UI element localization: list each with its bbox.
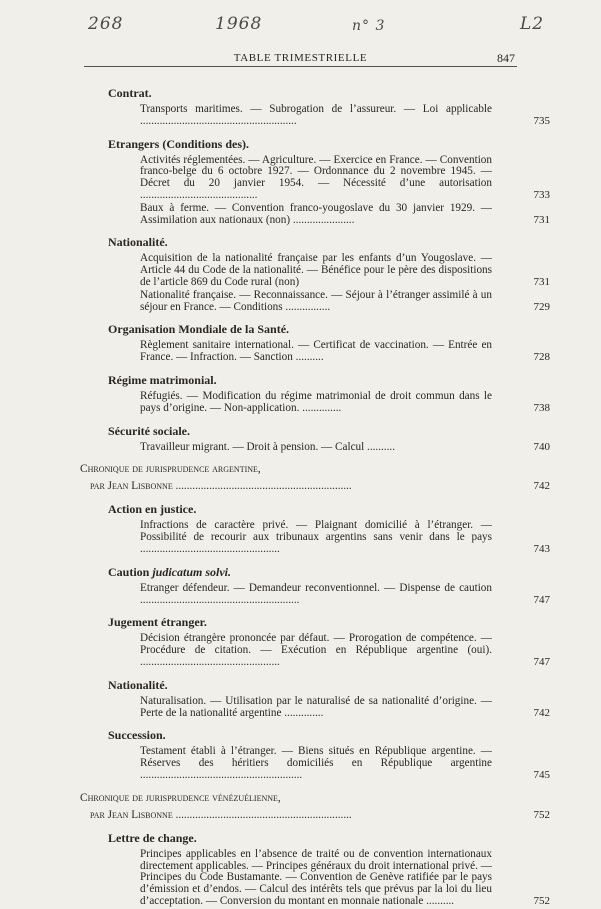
running-header-title: TABLE TRIMESTRIELLE <box>233 52 368 64</box>
entry-text: Acquisition de la nationalité française par les enfants d’un Yougoslave. — Article 44 du Code de la nationalité. — Bénéfice pour le père des dispositions de l’article 869 du Code rural (non) <box>140 252 492 288</box>
handwritten-note-268: 268 <box>88 14 124 34</box>
entry-page: 728 <box>533 351 550 364</box>
chronicle-author <box>90 808 550 822</box>
entry-text: Décision étrangère prononcée par défaut. — Prorogation de compétence. — Procédure de citation. — Exécution en République argentine (oui). .................................................. <box>140 632 492 668</box>
entry <box>140 694 550 720</box>
handwritten-note-year: 1968 <box>215 14 263 34</box>
handwritten-note-l2: L2 <box>520 14 545 34</box>
entry <box>140 440 550 454</box>
entry-text: Réfugiés. — Modification du régime matrimonial de droit commun dans le pays d’origine. — Non-application. .............. <box>140 389 492 414</box>
heading-part: Caution <box>108 564 153 579</box>
entry-text: Infractions de caractère privé. — Plaignant domicilié à l’étranger. — Possibilité de recourir aux tribunaux argentins sans venir dans le pays .................................................. <box>140 519 492 555</box>
entry-page: 733 <box>533 188 550 201</box>
entry <box>140 847 550 908</box>
section-heading: Succession. <box>108 728 166 743</box>
entry <box>140 153 550 202</box>
entry-text: Activités réglementées. — Agriculture. — Exercice en France. — Convention franco-belge du 6 octobre 1927. — Ordonnance du 2 novembre 1945. — Décret du 20 janvier 1954. — Nécessité d’une autorisation .......................................... <box>140 153 492 201</box>
section-heading: Régime matrimonial. <box>108 372 217 387</box>
entry-text: Naturalisation. — Utilisation par le naturalisé de sa nationalité d’origine. — Perte de la nationalité argentine .............. <box>140 694 492 719</box>
entry-text: Travailleur migrant. — Droit à pension. — Calcul .......... <box>140 440 395 453</box>
entry-page: 729 <box>533 300 550 313</box>
entry-text: Testament établi à l’étranger. — Biens situés en République argentine. — Réserves des héritiers domiciliés en République argentine .......................................................... <box>140 745 492 781</box>
entry <box>140 745 550 781</box>
entry <box>140 252 550 288</box>
section-heading: Lettre de change. <box>108 830 197 845</box>
section-heading: Sécurité sociale. <box>108 423 190 438</box>
entry-page: 745 <box>533 768 550 781</box>
entry-text: Etranger défendeur. — Demandeur reconventionnel. — Dispense de caution ......................................................... <box>140 581 492 606</box>
entry-page: 743 <box>533 542 550 555</box>
entry-text: Principes applicables en l’absence de traité ou de convention internationaux directement applicables. — Principes généraux du droit international privé. — Principes du Code Bustamante. — Convention de Genève ratifiée par le pays d’émission et d’endos. — Calcul des intérêts tels que prévus par la loi du lieu d’acceptation. — Conversion du montant en monnaie nationale .......... <box>140 847 492 907</box>
entry-page: 731 <box>533 275 550 288</box>
entry-page: 747 <box>533 655 550 668</box>
entry <box>140 103 550 128</box>
header-rule <box>84 66 517 67</box>
section-heading: Organisation Mondiale de la Santé. <box>108 322 290 337</box>
table-of-contents <box>80 86 550 909</box>
entry-page: 747 <box>533 593 550 606</box>
section-heading: Nationalité. <box>108 677 168 692</box>
entry <box>140 389 550 415</box>
entry-text: Transports maritimes. — Subrogation de l’assureur. — Loi applicable ........................................................ <box>140 103 492 127</box>
entry <box>140 632 550 668</box>
entry-page: 752 <box>533 894 550 907</box>
author-line: par Jean Lisbonne ............................................................... <box>90 480 352 493</box>
chronicle-page: 742 <box>533 480 550 493</box>
section-heading: Contrat. <box>108 86 152 100</box>
entry-page: 742 <box>533 706 550 719</box>
entry-text: Baux à ferme. — Convention franco-yougoslave du 30 janvier 1929. — Assimilation aux nationaux (non) ...................... <box>140 201 492 226</box>
section-heading: Etrangers (Conditions des). <box>108 136 250 151</box>
section-heading: Jugement étranger. <box>108 615 207 630</box>
entry-page: 735 <box>533 114 550 127</box>
author-line: par Jean Lisbonne ............................................................... <box>90 808 352 821</box>
entry <box>140 288 550 314</box>
section-heading <box>108 565 520 579</box>
running-header-page-number: 847 <box>497 51 515 65</box>
entry <box>140 339 550 364</box>
section-heading: Action en justice. <box>108 502 197 517</box>
entry <box>140 581 550 607</box>
entry <box>140 201 550 227</box>
section-heading: Nationalité. <box>108 235 168 250</box>
entry-text: Nationalité française. — Reconnaissance. — Séjour à l’étranger assimilé à un séjour en France. — Conditions ................ <box>140 288 492 313</box>
entry-page: 731 <box>533 213 550 226</box>
entry-text: Règlement sanitaire international. — Certificat de vaccination. — Entrée en France. — Infraction. — Sanction .......... <box>140 339 492 364</box>
chronicle-author <box>90 480 550 493</box>
handwritten-note-number: n° 3 <box>352 18 386 34</box>
chronicle-heading-venezuelan: Chronique de jurisprudence vénézuélienne, <box>80 791 281 804</box>
entry <box>140 519 550 555</box>
heading-italic-part: judicatum solvi. <box>152 564 232 579</box>
entry-page: 740 <box>533 440 550 453</box>
chronicle-heading-argentine: Chronique de jurisprudence argentine, <box>80 463 261 476</box>
entry-page: 738 <box>533 401 550 414</box>
chronicle-page: 752 <box>533 808 550 821</box>
